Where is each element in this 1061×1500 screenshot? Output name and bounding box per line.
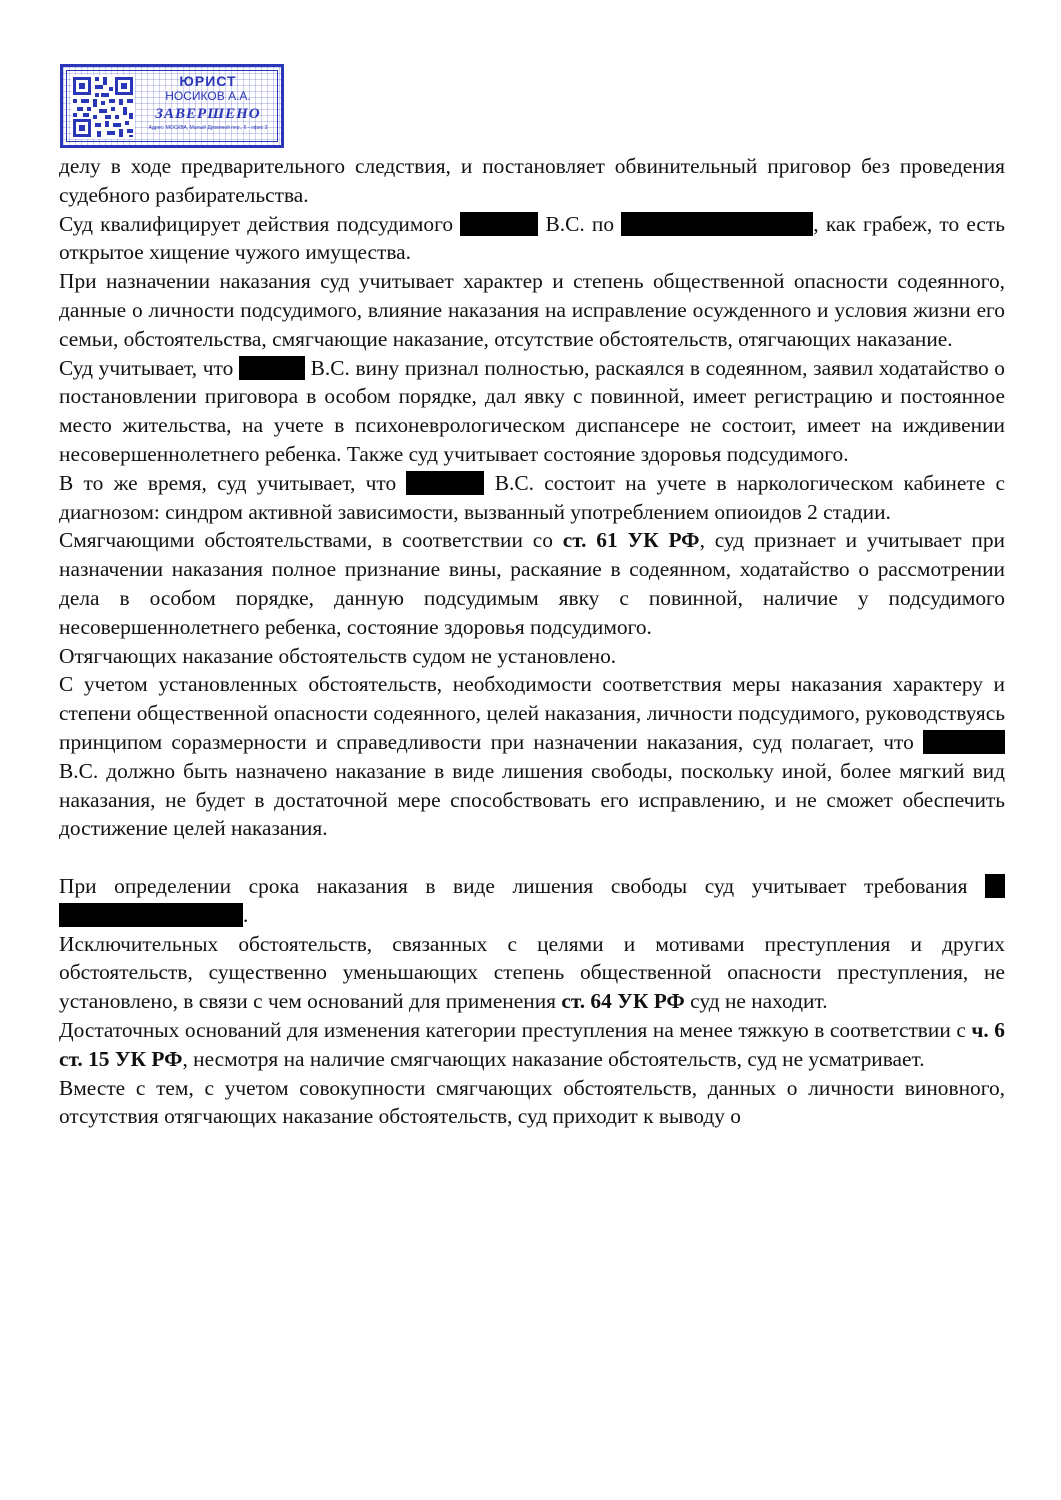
paragraph-text: С учетом установленных обстоятельств, необходимости соответствия меры наказания характеру и степени общественной опасности содеянного, целей наказания, личности подсудимого, руководствуясь принципом соразмерности и справедливости при назначении наказания, суд полагает, что <box>59 672 1005 754</box>
paragraph-text: Исключительных обстоятельств, связанных с целями и мотивами преступления и других обстоятельств, существенно уменьшающих степень общественной опасности преступления, не установлено, в связи с чем оснований для применения <box>59 931 1005 1014</box>
paragraph-text: делу в ходе предварительного следствия, и постановляет обвинительный приговор без проведения судебного разбирательства. <box>59 154 1005 207</box>
stamp-name: НОСИКОВ А.А. <box>165 89 251 103</box>
stamp-text <box>141 71 275 141</box>
lawyer-stamp <box>60 64 284 148</box>
redaction-block <box>923 730 1005 754</box>
paragraph-6 <box>59 526 1005 641</box>
paragraph-text: Суд учитывает, что <box>59 355 239 380</box>
paragraph-12 <box>59 1074 1005 1132</box>
paragraph-10 <box>59 930 1005 1016</box>
paragraph-text: Достаточных оснований для изменения категории преступления на менее тяжкую в соответствии с <box>59 1017 972 1042</box>
paragraph-text: Отягчающих наказание обстоятельств судом не установлено. <box>59 643 617 668</box>
paragraph-9 <box>59 872 1005 930</box>
paragraph-8 <box>59 670 1005 843</box>
paragraph-text: В.С. по <box>538 211 622 236</box>
paragraph-text: , суд признает и учитывает при назначении наказания полное признание вины, раскаяние в содеянном, ходатайство о рассмотрении дела в особом порядке, данную подсудимым явку с повинной, наличие у подсудимого несовершеннолетнего ребенка, состояние здоровья подсудимого. <box>59 528 1005 639</box>
paragraph-text: Смягчающими обстоятельствами, в соответствии со <box>59 528 563 553</box>
paragraph-text: При определении срока наказания в виде лишения свободы суд учитывает требования <box>59 873 985 898</box>
stamp-status: ЗАВЕРШЕНО <box>155 106 261 122</box>
redaction-block <box>59 903 243 927</box>
document-body <box>59 152 1005 1131</box>
paragraph-text: В.С. вину признал полностью, раскаялся в содеянном, заявил ходатайство о постановлении приговора в особом порядке, дал явку с повинной, имеет регистрацию и постоянное место жительства, на учете в психоневрологическом диспансере не состоит, имеет на иждивении несовершеннолетнего ребенка. Также суд учитывает состояние здоровья подсудимого. <box>59 355 1005 466</box>
paragraph-3 <box>59 267 1005 353</box>
paragraph-text: Вместе с тем, с учетом совокупности смягчающих обстоятельств, данных о личности виновного, отсутствия отягчающих наказание обстоятельств, суд приходит к выводу о <box>59 1075 1005 1129</box>
paragraph-4 <box>59 354 1005 469</box>
paragraph-text: , как грабеж, то есть открытое хищение чужого имущества. <box>59 211 1006 265</box>
paragraph-text: . <box>243 902 249 927</box>
paragraph-1 <box>59 152 1005 210</box>
paragraph-11 <box>59 1016 1005 1074</box>
stamp-address: Адрес: МОСКВА, Малый Дровяной пер., 6 - офис 3 <box>148 125 268 131</box>
paragraph-text: суд не находит. <box>684 989 828 1014</box>
paragraph-5 <box>59 469 1005 527</box>
paragraph-text: Суд квалифицирует действия подсудимого <box>59 211 461 236</box>
paragraph-2 <box>59 210 1005 268</box>
paragraph-text: В то же время, суд учитывает, что <box>59 470 407 495</box>
qr-code-icon <box>71 75 135 139</box>
redaction-block <box>621 212 813 236</box>
stamp-title: ЮРИСТ <box>179 73 237 89</box>
paragraph-text: В.С. состоит на учете в наркологическом кабинете с диагнозом: синдром активной зависимости, вызванный употреблением опиоидов 2 стадии. <box>59 470 1005 524</box>
law-reference: ч. 6 ст. 15 УК РФ <box>59 1017 1005 1071</box>
redaction-block <box>406 471 484 495</box>
paragraph-text: При назначении наказания суд учитывает характер и степень общественной опасности содеянного, данные о личности подсудимого, влияние наказания на исправление осужденного и условия жизни его семьи, обстоятельства, смягчающие наказание, отсутствие обстоятельств, отягчающих наказание. <box>59 269 1005 351</box>
redaction-block <box>239 356 305 380</box>
paragraph-text: , несмотря на наличие смягчающих наказание обстоятельств, суд не усматривает. <box>182 1046 925 1071</box>
law-reference: ст. 64 УК РФ <box>561 989 685 1014</box>
paragraph-7 <box>59 642 1005 671</box>
redaction-block <box>985 874 1005 898</box>
paragraph-text: В.С. должно быть назначено наказание в виде лишения свободы, поскольку иной, более мягкий вид наказания, не будет в достаточной мере способствовать его исправлению, и не сможет обеспечить достижение целей наказания. <box>59 758 1005 841</box>
redaction-block <box>460 212 538 236</box>
law-reference: ст. 61 УК РФ <box>562 528 700 553</box>
